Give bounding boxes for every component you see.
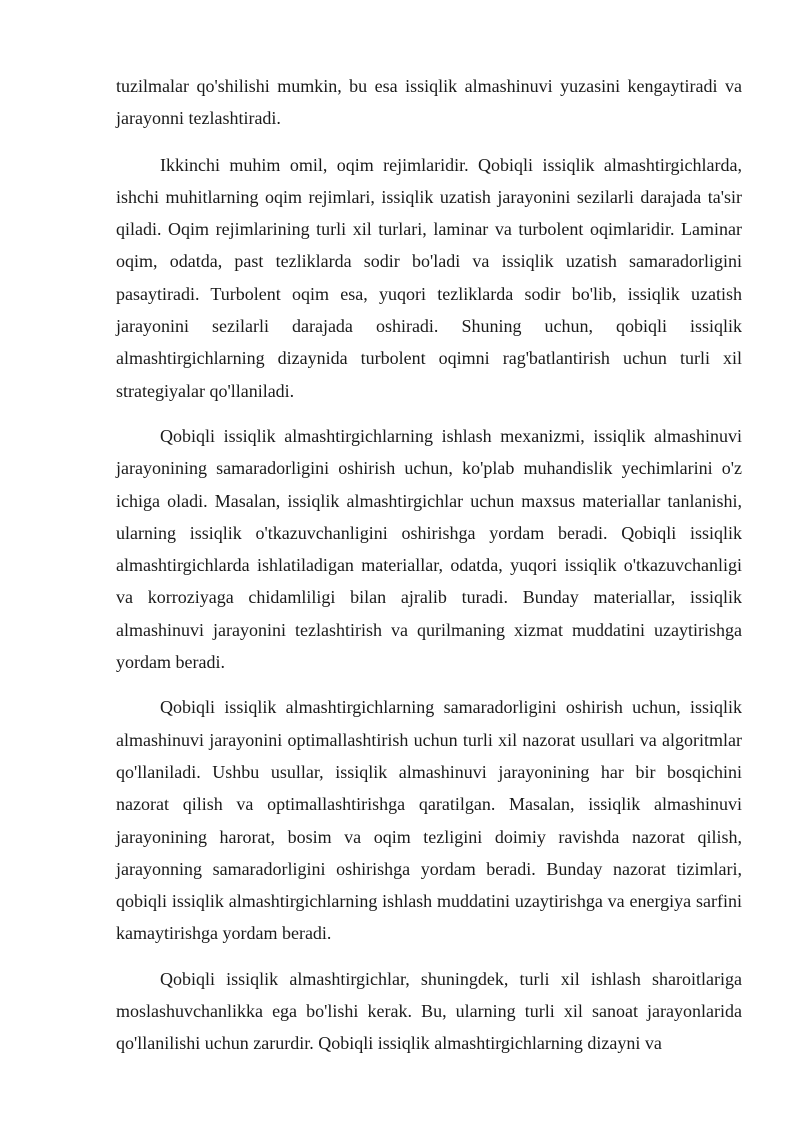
paragraph-continued: tuzilmalar qo'shilishi mumkin, bu esa issiqlik almashinuvi yuzasini kengaytiradi va jarayonni tezlashtiradi.	[116, 76, 742, 129]
paragraph-flow-regimes: Ikkinchi muhim omil, oqim rejimlaridir. Qobiqli issiqlik almashtirgichlarda, ishchi muhitlarning oqim rejimlari, issiqlik uzatish jarayonini sezilarli darajada ta'sir qiladi. Oqim rejimlarining turli xil turlari, laminar va turbolent oqimlaridir. Laminar oqim, odatda, past tezliklarda sodir bo'ladi va issiqlik uzatish samaradorligini pasaytiradi. Turbolent oqim esa, yuqori tezliklarda sodir bo'lib, issiqlik uzatish jarayonini sezilarli darajada oshiradi. Shuning uchun, qobiqli issiqlik almashtirgichlarning dizaynida turbolent oqimni rag'batlantirish uchun turli xil strategiyalar qo'llaniladi.	[116, 154, 742, 401]
paragraph-control-methods: Qobiqli issiqlik almashtirgichlarning samaradorligini oshirish uchun, issiqlik almashinuvi jarayonini optimallashtirish uchun turli xil nazorat usullari va algoritmlar qo'llaniladi. Ushbu usullar, issiqlik almashinuvi jarayonining har bir bosqichini nazorat qilish va optimallashtirishga qaratilgan. Masalan, issiqlik almashinuvi jarayonining harorat, bosim va oqim tezligini doimiy ravishda nazorat qilish, jarayonning samaradorligini oshirishga yordam beradi. Bunday nazorat tizimlari, qobiqli issiqlik almashtirgichlarning ishlash muddatini uzaytirishga va energiya sarfini kamaytirishga yordam beradi.	[116, 697, 742, 944]
paragraph-adaptability: Qobiqli issiqlik almashtirgichlar, shuningdek, turli xil ishlash sharoitlariga moslashuvchanlikka ega bo'lishi kerak. Bu, ularning turli xil sanoat jarayonlarida qo'llanilishi uchun zarurdir. Qobiqli issiqlik almashtirgichlarning dizayni va	[116, 968, 742, 1054]
body-text	[116, 70, 742, 1073]
paragraph-materials: Qobiqli issiqlik almashtirgichlarning ishlash mexanizmi, issiqlik almashinuvi jarayonining samaradorligini oshirish uchun, ko'plab muhandislik yechimlarini o'z ichiga oladi. Masalan, issiqlik almashtirgichlar uchun maxsus materiallar tanlanishi, ularning issiqlik o'tkazuvchanligini oshirishga yordam beradi. Qobiqli issiqlik almashtirgichlarda ishlatiladigan materiallar, odatda, yuqori issiqlik o'tkazuvchanligi va korroziyaga chidamliligi bilan ajralib turadi. Bunday materiallar, issiqlik almashinuvi jarayonini tezlashtirish va qurilmaning xizmat muddatini uzaytirishga yordam beradi.	[116, 425, 742, 673]
